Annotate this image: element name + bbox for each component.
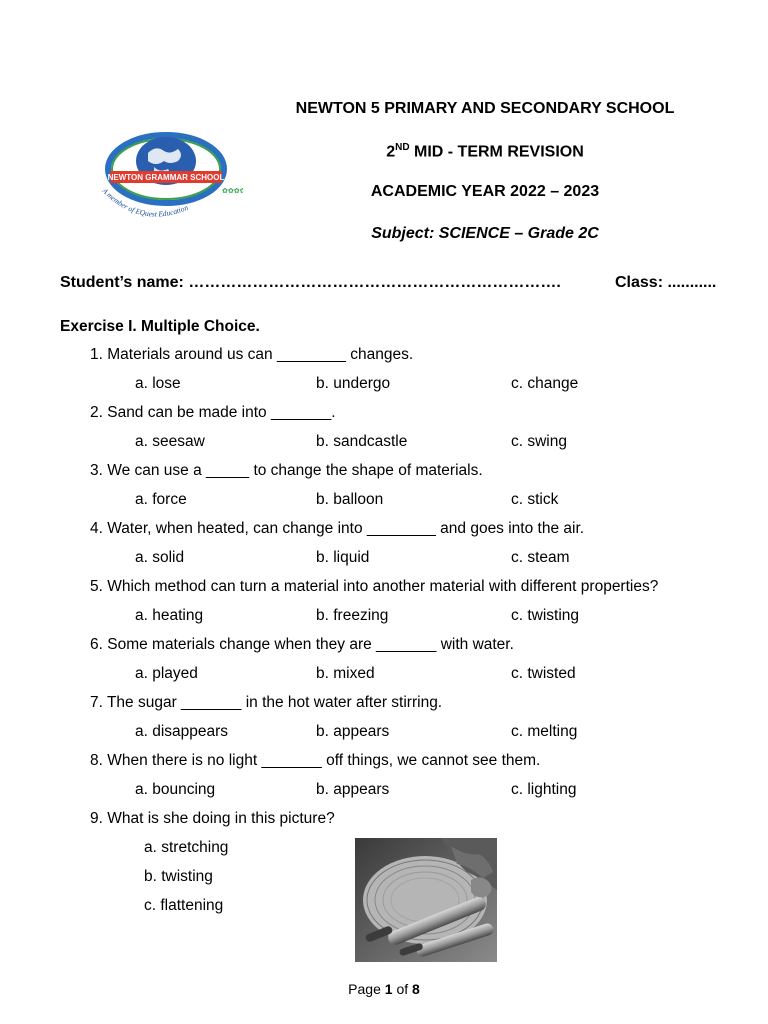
q6-option-a: a. played bbox=[135, 665, 198, 682]
q5-option-a: a. heating bbox=[135, 607, 204, 624]
q9-option-b: b. twisting bbox=[144, 868, 213, 885]
rolling-pin-photo bbox=[355, 838, 497, 962]
school-logo bbox=[90, 127, 243, 232]
svg-text:✿✿✿✿: ✿✿✿✿ bbox=[222, 187, 243, 195]
term-suffix: ND bbox=[395, 142, 410, 153]
q7-option-c: c. melting bbox=[511, 723, 578, 740]
question-8: 8. When there is no light _______ off things, we cannot see them. bbox=[90, 752, 541, 769]
school-name: NEWTON 5 PRIMARY AND SECONDARY SCHOOL bbox=[295, 100, 675, 117]
q7-option-b: b. appears bbox=[316, 723, 390, 740]
page-footer bbox=[0, 981, 768, 997]
q3-option-a: a. force bbox=[135, 491, 187, 508]
q4-option-a: a. solid bbox=[135, 549, 185, 566]
academic-year: ACADEMIC YEAR 2022 – 2023 bbox=[370, 183, 600, 200]
q2-option-b: b. sandcastle bbox=[316, 433, 408, 450]
question-9: 9. What is she doing in this picture? bbox=[90, 810, 335, 827]
q8-option-c: c. lighting bbox=[511, 781, 577, 798]
term-number: 2 bbox=[386, 143, 396, 161]
q3-option-c: c. stick bbox=[511, 491, 559, 508]
q1-option-a: a. lose bbox=[135, 375, 181, 392]
page-word: Page bbox=[348, 981, 385, 997]
q2-option-a: a. seesaw bbox=[135, 433, 205, 450]
q4-option-c: c. steam bbox=[511, 549, 570, 566]
question-3: 3. We can use a _____ to change the shape of materials. bbox=[90, 462, 483, 479]
page-total: 8 bbox=[412, 981, 420, 997]
q3-option-b: b. balloon bbox=[316, 491, 384, 508]
q6-option-b: b. mixed bbox=[316, 665, 375, 682]
subject-line: Subject: SCIENCE – Grade 2C bbox=[371, 225, 599, 242]
page-current: 1 bbox=[384, 981, 393, 997]
logo-arc-text: NEWTON GRAMMAR SCHOOL bbox=[107, 173, 225, 182]
question-4: 4. Water, when heated, can change into ________ and goes into the air. bbox=[90, 520, 585, 537]
logo-member-text: A member of EQuest Education bbox=[100, 186, 190, 219]
question-2: 2. Sand can be made into _______. bbox=[90, 404, 336, 421]
q9-option-a: a. stretching bbox=[144, 839, 229, 856]
q1-option-c: c. change bbox=[511, 375, 579, 392]
q8-option-a: a. bouncing bbox=[135, 781, 216, 798]
question-5: 5. Which method can turn a material into another material with different properties? bbox=[90, 578, 659, 595]
question-6: 6. Some materials change when they are _______ with water. bbox=[90, 636, 514, 653]
term-rest: MID - TERM REVISION bbox=[409, 143, 584, 161]
q5-option-b: b. freezing bbox=[316, 607, 389, 624]
student-name-label: Student’s name: ……………………………………………………………. bbox=[60, 274, 561, 291]
q5-option-c: c. twisting bbox=[511, 607, 580, 624]
q1-option-b: b. undergo bbox=[316, 375, 391, 392]
q6-option-c: c. twisted bbox=[511, 665, 576, 682]
q2-option-c: c. swing bbox=[511, 433, 567, 450]
q4-option-b: b. liquid bbox=[316, 549, 370, 566]
exercise-title: Exercise I. Multiple Choice. bbox=[60, 318, 260, 335]
page-of-word: of bbox=[392, 981, 413, 997]
question-1: 1. Materials around us can ________ changes. bbox=[90, 346, 414, 363]
q7-option-a: a. disappears bbox=[135, 723, 229, 740]
q8-option-b: b. appears bbox=[316, 781, 390, 798]
term-title bbox=[275, 142, 695, 161]
question-7: 7. The sugar _______ in the hot water after stirring. bbox=[90, 694, 443, 711]
q9-option-c: c. flattening bbox=[144, 897, 224, 914]
class-label: Class: ........... bbox=[615, 274, 717, 291]
